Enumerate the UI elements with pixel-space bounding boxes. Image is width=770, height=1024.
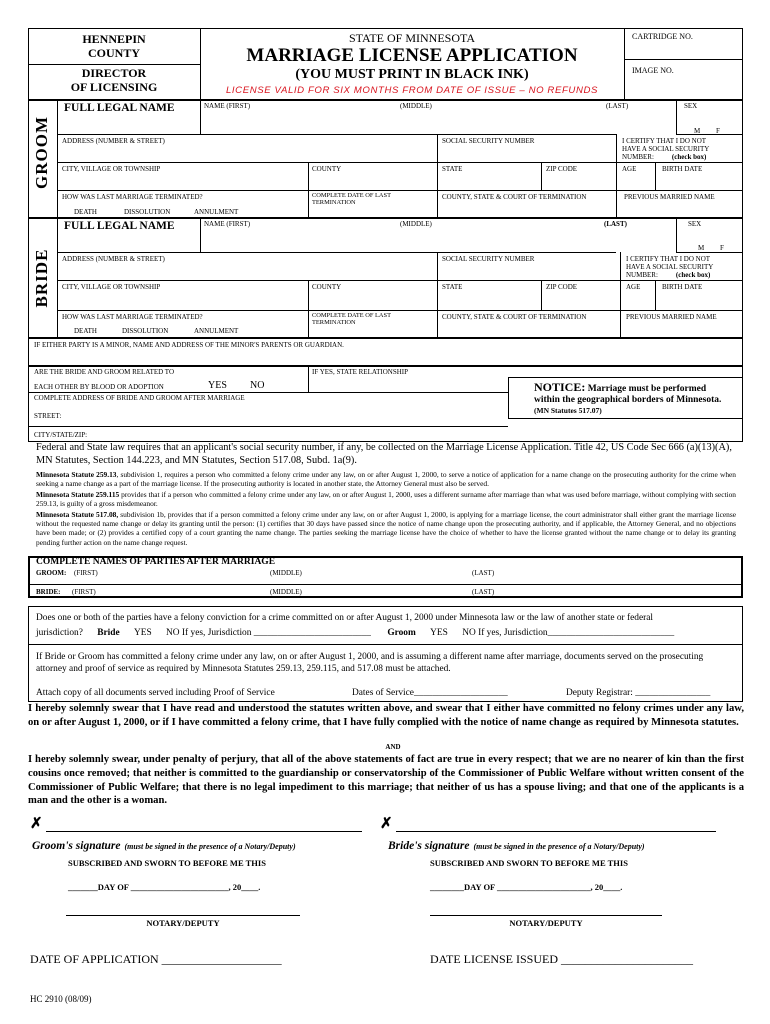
bride-dissolution-option[interactable]: DISSOLUTION [122, 327, 169, 335]
groom-no-ssn-checkbox[interactable] [662, 153, 669, 160]
bride-complete-date-divider [308, 310, 309, 338]
groom-death-option[interactable]: DEATH [74, 208, 97, 216]
after-groom-first: (FIRST) [74, 569, 98, 577]
groom-certify-divider [616, 134, 617, 162]
groom-county-divider [308, 162, 309, 190]
groom-presence-note: (must be signed in the presence of a Notary/Deputy) [124, 842, 296, 851]
bride-name-divider [200, 218, 201, 252]
groom-sex-m: M [694, 127, 701, 135]
groom-state-label: STATE [442, 165, 463, 173]
bride-birth-date-label: BIRTH DATE [662, 283, 703, 291]
groom-certify-line3 [622, 153, 742, 161]
groom-notary-line[interactable] [66, 915, 300, 916]
groom-complete-date-line1: COMPLETE DATE OF LAST [312, 192, 391, 199]
groom-annulment-option[interactable]: ANNULMENT [194, 208, 239, 216]
bride-age-label: AGE [626, 283, 641, 291]
after-groom-last: (LAST) [472, 569, 495, 577]
statute-25913-text: , subdivision 1, requires a person who committed a felony crime under any law, on or after August 1, 2000, to serve a notice of application for a name change on the prosecuting authority for the crime when seeking a name change as a part of the marriage license. If the prosecuting authority is located in another state, the Attorney General must also be served. [36, 470, 736, 489]
oath-second-paragraph: I hereby solemnly swear, under penalty of perjury, that all of the above statements of fact are true in every respect; that we are no nearer of kin than the first cousins once removed; that neither is committed to the guardianship or conservatorship of the Commissioner of Public Welfare without written consent of the Commissioner of Public Welfare; that there is no legal impediment to this marriage; that neither of us has a spouse living; and that one of the applicants is a man and the other is a woman. [28, 754, 744, 807]
groom-last-label: (LAST) [606, 102, 629, 110]
relation-row1-bottom [28, 392, 508, 393]
bride-death-option[interactable]: DEATH [74, 327, 97, 335]
minor-guardian-label: IF EITHER PARTY IS A MINOR, NAME AND ADDRESS OF THE MINOR'S PARENTS OR GUARDIAN. [34, 341, 344, 349]
groom-notary-label: NOTARY/DEPUTY [146, 918, 220, 928]
after-marriage-title: COMPLETE NAMES OF PARTIES AFTER MARRIAGE [36, 557, 276, 567]
bride-zip-divider [541, 280, 542, 310]
director-line1: DIRECTOR [81, 66, 147, 80]
state-relationship-label: IF YES, STATE RELATIONSHIP [312, 368, 409, 376]
groom-zip-divider [541, 162, 542, 190]
groom-name-divider [200, 100, 201, 134]
groom-sex-label: SEX [684, 102, 698, 110]
groom-side-divider [57, 100, 58, 218]
bride-last-marriage-label: HOW WAS LAST MARRIAGE TERMINATED? [62, 313, 203, 321]
groom-row2-bottom [57, 162, 743, 163]
bride-ssn-divider [437, 252, 438, 280]
dates-of-service-field[interactable]: Dates of Service____________________ [352, 688, 508, 698]
bride-row3-bottom [57, 310, 743, 311]
bride-presence-note: (must be signed in the presence of a Notary/Deputy) [473, 842, 645, 851]
bride-address-label: ADDRESS (NUMBER & STREET) [62, 255, 165, 263]
statute-259115-text: provides that if a person who committed a felony crime under any law, on or after August 1, 2000, uses a different surname after marriage than what was used before marriage, without complying with section 259.13, is guilty of a gross misdemeanor. [36, 490, 736, 509]
bride-day-of-field[interactable]: ________DAY OF ______________________, 20____. [430, 882, 623, 892]
groom-row3-bottom [57, 190, 743, 191]
bride-certify-line1: I CERTIFY THAT I DO NOT [626, 255, 711, 263]
bride-check-box-label: (check box) [675, 271, 711, 280]
oath-and: AND [385, 743, 401, 751]
groom-last-marriage-label: HOW WAS LAST MARRIAGE TERMINATED? [62, 193, 203, 201]
statute-25913-title: Minnesota Statute 259.13 [36, 470, 117, 479]
groom-state-divider [437, 162, 438, 190]
statute-51708-text: subdivision 1b, provides that if a person committed a felony crime under any law, on or after August 1, 2000, is applying for a marriage license, the court administrator shall either grant the marriage license without the requested name change or delay its granting until the person: (1) certifies that 30 days have passed since the notice of name change upon the prosecuting authority, and if applicable, the Attorney General, and no objections have been made; or (2) provides a certified copy of a court granting the name change. The parties seeking the marriage license have the choice of whether to have the license granted without the name change or to delay its granting pending further action on the name change request. [36, 510, 736, 547]
date-of-application-field[interactable]: DATE OF APPLICATION ____________________ [30, 952, 282, 966]
bride-certify-number: NUMBER: [626, 271, 658, 280]
groom-prev-name-divider [616, 190, 617, 218]
groom-dissolution-option[interactable]: DISSOLUTION [124, 208, 171, 216]
felony-assume-text: If Bride or Groom has committed a felony crime under any law, on or after August 1, 2000, and is assuming a different name after marriage, documents served on the prosecuting attorney and proof of service as required by Minnesota Statutes 259.13, 259.115, and 517.08 must be attached. [36, 652, 704, 674]
notice-label: NOTICE: [534, 380, 586, 394]
bride-certify-line3 [626, 271, 742, 279]
bride-county-divider [308, 280, 309, 310]
bride-certify-divider [620, 252, 621, 280]
bride-prev-name-divider [620, 310, 621, 338]
bride-signature-label: Bride's signature [388, 840, 470, 852]
notice-statute: (MN Statutes 517.07) [534, 406, 602, 415]
bride-certify-line2: HAVE A SOCIAL SECURITY [626, 263, 714, 272]
notice-line1 [534, 380, 706, 395]
image-no-label: IMAGE NO. [632, 66, 674, 75]
address-after-marriage-label: COMPLETE ADDRESS OF BRIDE AND GROOM AFTER MARRIAGE [34, 394, 245, 402]
after-groom-middle: (MIDDLE) [270, 569, 302, 577]
bride-sex-m: M [698, 244, 705, 252]
bride-side-divider [57, 218, 58, 338]
after-marriage-divider [28, 584, 743, 585]
statute-259115-title: Minnesota Statute 259.115 [36, 490, 120, 499]
felony-question-line2 [36, 628, 674, 640]
bride-city-label: CITY, VILLAGE OR TOWNSHIP [62, 283, 161, 291]
groom-complete-date-label [312, 192, 391, 207]
bride-complete-date-line2: TERMINATION [312, 319, 356, 327]
groom-ssn-label: SOCIAL SECURITY NUMBER [442, 137, 535, 145]
state-label: STATE OF MINNESOTA [348, 31, 476, 45]
bride-complete-date-label [312, 312, 391, 327]
bride-age-divider [620, 280, 621, 310]
bride-no-ssn-checkbox[interactable] [664, 271, 671, 278]
groom-middle-label: (MIDDLE) [400, 102, 432, 110]
groom-court-divider [437, 190, 438, 218]
after-bride-last: (LAST) [472, 588, 495, 596]
related-label-line2: EACH OTHER BY BLOOD OR ADOPTION [34, 383, 164, 391]
bride-county-state-court-label: COUNTY, STATE & COURT OF TERMINATION [442, 313, 587, 321]
groom-city-label: CITY, VILLAGE OR TOWNSHIP [62, 165, 161, 173]
groom-full-legal-name-label: FULL LEGAL NAME [64, 102, 175, 114]
street-label: STREET: [34, 412, 62, 420]
groom-signature-line[interactable] [46, 831, 362, 832]
statute-259115-paragraph [36, 490, 736, 508]
groom-x-mark: ✗ [30, 816, 43, 832]
groom-row1-bottom [57, 134, 616, 135]
bride-sex-f: F [720, 244, 724, 252]
bride-full-legal-name-label: FULL LEGAL NAME [64, 220, 175, 232]
groom-ssn-divider [437, 134, 438, 162]
bride-notary-label: NOTARY/DEPUTY [509, 918, 583, 928]
director-label [30, 66, 198, 94]
after-groom-label: GROOM: [36, 569, 67, 577]
bride-birth-divider [655, 280, 656, 310]
bride-sex-label: SEX [688, 220, 702, 228]
bride-state-label: STATE [442, 283, 463, 291]
notice-line2: within the geographical borders of Minnesota. [534, 395, 722, 405]
federal-law-text: Federal and State law requires that an applicant's social security number, if any, be collected on the Marriage License Application. Title 42, US Code Sec 666 (a)(13)(A), MN Statutes, Section 144.223, and MN Statutes, Section 517.08, Subd. 1a(9). [36, 442, 732, 466]
groom-row1-bottom-right [676, 134, 743, 135]
bride-row1-bottom-right [676, 252, 743, 253]
bride-middle-label: (MIDDLE) [400, 220, 432, 228]
groom-age-label: AGE [622, 165, 637, 173]
groom-prev-married-name-label: PREVIOUS MARRIED NAME [624, 193, 715, 201]
bride-last-label: (LAST) [604, 220, 627, 228]
groom-sex-f: F [716, 127, 720, 135]
groom-day-of-field[interactable]: _______DAY OF _______________________, 20____. [68, 882, 261, 892]
felony-bride-no[interactable]: NO If yes, Jurisdiction [166, 628, 252, 638]
groom-sex-divider [676, 100, 677, 134]
relation-divider [308, 366, 309, 392]
bride-prev-married-name-label: PREVIOUS MARRIED NAME [626, 313, 717, 321]
related-no-option[interactable]: NO [250, 380, 265, 391]
bride-name-first-label: NAME (FIRST) [204, 220, 251, 228]
bride-county-label: COUNTY [312, 283, 342, 291]
county-line1: HENNEPIN [82, 32, 146, 46]
felony-bride-yes[interactable]: YES [133, 628, 152, 638]
groom-birth-date-label: BIRTH DATE [662, 165, 703, 173]
bride-signature-caption [388, 836, 645, 854]
validity-notice: LICENSE VALID FOR SIX MONTHS FROM DATE OF ISSUE – NO REFUNDS [225, 85, 598, 96]
bride-row1-bottom [57, 252, 616, 253]
groom-certify-text [622, 137, 742, 161]
bride-x-mark: ✗ [380, 816, 393, 832]
groom-signature-label: Groom's signature [32, 840, 121, 852]
city-state-zip-label: CITY/STATE/ZIP: [34, 431, 88, 439]
bride-notary-line[interactable] [430, 915, 662, 916]
county-line2: COUNTY [87, 46, 140, 60]
bride-side-label: BRIDE [32, 248, 51, 308]
groom-birth-divider [655, 162, 656, 190]
bride-zip-label: ZIP CODE [546, 283, 578, 291]
form-subtitle: (YOU MUST PRINT IN BLACK INK) [295, 67, 529, 82]
director-line2: OF LICENSING [70, 80, 158, 94]
date-license-issued-field[interactable]: DATE LICENSE ISSUED ______________________ [430, 952, 693, 966]
bride-subscribed-label: SUBSCRIBED AND SWORN TO BEFORE ME THIS [430, 858, 628, 868]
groom-age-divider [616, 162, 617, 190]
felony-groom-no[interactable]: NO If yes, Jurisdiction [462, 628, 548, 638]
groom-complete-date-divider [308, 190, 309, 218]
after-bride-first: (FIRST) [72, 588, 96, 596]
felony-groom-jurisdiction-field[interactable]: ___________________________ [547, 628, 675, 638]
groom-signature-caption [32, 836, 296, 854]
deputy-registrar-field[interactable]: Deputy Registrar: ________________ [566, 688, 711, 698]
header-divider-right [624, 28, 625, 100]
groom-zip-label: ZIP CODE [546, 165, 578, 173]
bride-court-divider [437, 310, 438, 338]
after-bride-label: BRIDE: [36, 588, 61, 596]
groom-name-first-label: NAME (FIRST) [204, 102, 251, 110]
statute-51708-title: Minnesota Statute 517.08, [36, 510, 119, 519]
felony-bride-label: Bride [97, 628, 120, 638]
bride-certify-text [626, 255, 742, 279]
felony-jurisdiction-word: jurisdiction? [36, 628, 83, 638]
felony-question-line1: Does one or both of the parties have a felony conviction for a crime committed on or after August 1, 2000 under Minnesota law or the law of another state or federal [36, 613, 653, 623]
groom-check-box-label: (check box) [671, 153, 707, 162]
after-bride-middle: (MIDDLE) [270, 588, 302, 596]
header-right-split [624, 59, 743, 60]
bride-row2-bottom [57, 280, 743, 281]
felony-groom-label: Groom [387, 628, 416, 638]
street-line-bottom [28, 426, 508, 427]
groom-side-label: GROOM [32, 116, 51, 189]
county-label [30, 32, 198, 60]
bride-ssn-label: SOCIAL SECURITY NUMBER [442, 255, 535, 263]
bride-signature-line[interactable] [396, 831, 716, 832]
related-label-line1: ARE THE BRIDE AND GROOM RELATED TO [34, 368, 175, 376]
felony-divider [28, 644, 743, 645]
attach-documents-label: Attach copy of all documents served including Proof of Service [36, 688, 275, 698]
form-number: HC 2910 (08/09) [30, 994, 92, 1004]
oath-first-paragraph: I hereby solemnly swear that I have read and understood the statutes written above, and swear that I either have committed no felony crimes under any law, on or after August 1, 2000, or if I have committed a felony crime, that I have fully complied with the notice of name change as required by Minnesota statutes. [28, 703, 744, 728]
bride-state-divider [437, 280, 438, 310]
form-title: MARRIAGE LICENSE APPLICATION [246, 45, 578, 66]
statute-51708-paragraph [36, 510, 736, 547]
groom-county-state-court-label: COUNTY, STATE & COURT OF TERMINATION [442, 193, 587, 201]
groom-subscribed-label: SUBSCRIBED AND SWORN TO BEFORE ME THIS [68, 858, 266, 868]
statute-25913-paragraph [36, 470, 736, 488]
felony-bride-jurisdiction-field[interactable]: _________________________ [253, 628, 371, 638]
bride-annulment-option[interactable]: ANNULMENT [194, 327, 239, 335]
groom-county-label: COUNTY [312, 165, 342, 173]
groom-complete-date-line2: TERMINATION [312, 199, 356, 207]
felony-groom-yes[interactable]: YES [430, 628, 448, 638]
groom-certify-line2: HAVE A SOCIAL SECURITY [622, 145, 710, 154]
cartridge-no-label: CARTRIDGE NO. [632, 32, 693, 41]
notice-text-line1: Marriage must be performed [587, 384, 707, 394]
header-left-split [28, 64, 200, 65]
groom-certify-number: NUMBER: [622, 153, 654, 162]
bride-complete-date-line1: COMPLETE DATE OF LAST [312, 312, 391, 319]
groom-certify-line1: I CERTIFY THAT I DO NOT [622, 137, 707, 145]
bride-sex-divider [676, 218, 677, 252]
groom-address-label: ADDRESS (NUMBER & STREET) [62, 137, 165, 145]
related-yes-option[interactable]: YES [208, 380, 227, 391]
